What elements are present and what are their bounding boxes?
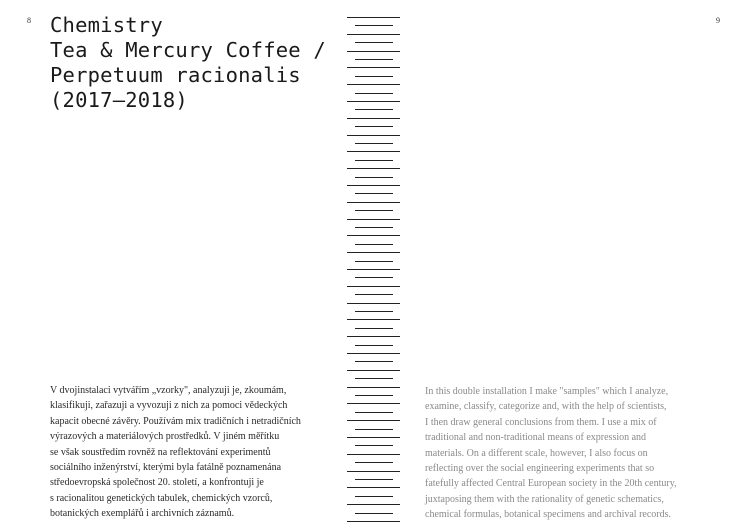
decorative-line bbox=[347, 353, 400, 354]
decorative-line bbox=[355, 412, 393, 413]
decorative-line bbox=[355, 361, 393, 362]
english-line: fatefully affected Central European society in the 20th century, bbox=[425, 478, 677, 490]
decorative-line bbox=[355, 395, 393, 396]
czech-line: kapacit obecné závěry. Používám mix tradičních i netradičních bbox=[50, 415, 301, 427]
decorative-line bbox=[347, 387, 400, 388]
english-line: chemical formulas, botanical specimens and archival records. bbox=[425, 509, 672, 521]
decorative-line-stack bbox=[347, 0, 401, 531]
decorative-line bbox=[347, 370, 400, 371]
decorative-line bbox=[347, 101, 400, 102]
decorative-line bbox=[347, 454, 400, 455]
english-line: I then draw general conclusions from them. I use a mix of bbox=[425, 416, 657, 428]
decorative-line bbox=[355, 143, 393, 144]
decorative-line bbox=[355, 109, 393, 110]
decorative-line bbox=[355, 244, 393, 245]
decorative-line bbox=[355, 462, 393, 463]
decorative-line bbox=[347, 17, 400, 18]
czech-line: botanických exemplářů i archivních záznamů. bbox=[50, 508, 235, 520]
decorative-line bbox=[347, 151, 400, 152]
decorative-line bbox=[347, 235, 400, 236]
decorative-line bbox=[347, 471, 400, 472]
decorative-line bbox=[347, 521, 400, 522]
english-line: examine, classify, categorize and, with the help of scientists, bbox=[425, 401, 667, 413]
decorative-line bbox=[355, 311, 393, 312]
title-line-4: (2017–2018) bbox=[50, 88, 188, 112]
czech-paragraph bbox=[50, 383, 301, 522]
decorative-line bbox=[347, 403, 400, 404]
decorative-line bbox=[355, 25, 393, 26]
czech-line: se však soustředím rovněž na reflektování experimentů bbox=[50, 446, 271, 458]
decorative-line bbox=[355, 294, 393, 295]
decorative-line bbox=[347, 504, 400, 505]
english-line: materials. On a different scale, however, I also focus on bbox=[425, 447, 648, 459]
title-line-1: Chemistry bbox=[50, 13, 163, 37]
decorative-line bbox=[355, 93, 393, 94]
czech-line: středoevropská společnost 20. století, a konfrontuji je bbox=[50, 477, 264, 489]
decorative-line bbox=[347, 487, 400, 488]
english-line: reflecting over the social engineering experiments that so bbox=[425, 463, 655, 475]
decorative-line bbox=[355, 445, 393, 446]
decorative-line bbox=[347, 286, 400, 287]
decorative-line bbox=[347, 84, 400, 85]
title-line-3: Perpetuum racionalis bbox=[50, 63, 301, 87]
decorative-line bbox=[355, 126, 393, 127]
decorative-line bbox=[355, 479, 393, 480]
english-line: traditional and non-traditional means of expression and bbox=[425, 432, 647, 444]
decorative-line bbox=[355, 496, 393, 497]
decorative-line bbox=[347, 420, 400, 421]
czech-line: klasifikuji, zařazuji a vyvozuji z nich za pomoci vědeckých bbox=[50, 400, 288, 412]
page-title bbox=[50, 13, 350, 113]
decorative-line bbox=[355, 227, 393, 228]
decorative-line bbox=[355, 378, 393, 379]
czech-line: sociálního inženýrství, kterými byla fatálně poznamenána bbox=[50, 462, 282, 474]
english-line: juxtaposing them with the rationality of genetic schematics, bbox=[425, 493, 664, 505]
decorative-line bbox=[355, 59, 393, 60]
decorative-line bbox=[347, 303, 400, 304]
decorative-line bbox=[347, 219, 400, 220]
decorative-line bbox=[355, 513, 393, 514]
english-paragraph bbox=[425, 384, 677, 523]
decorative-line bbox=[347, 34, 400, 35]
decorative-line bbox=[355, 328, 393, 329]
title-line-2: Tea & Mercury Coffee / bbox=[50, 38, 326, 62]
decorative-line bbox=[347, 319, 400, 320]
czech-line: V dvojinstalaci vytvářím „vzorky", analyzuji je, zkoumám, bbox=[50, 385, 287, 396]
decorative-line bbox=[347, 437, 400, 438]
decorative-line bbox=[355, 193, 393, 194]
decorative-line bbox=[355, 210, 393, 211]
decorative-line bbox=[347, 118, 400, 119]
page-number-left: 8 bbox=[27, 16, 31, 25]
decorative-line bbox=[347, 252, 400, 253]
decorative-line bbox=[347, 269, 400, 270]
decorative-line bbox=[355, 261, 393, 262]
decorative-line bbox=[355, 177, 393, 178]
czech-line: výrazových a materiálových prostředků. V jiném měřítku bbox=[50, 431, 280, 443]
decorative-line bbox=[347, 51, 400, 52]
decorative-line bbox=[347, 168, 400, 169]
decorative-line bbox=[347, 135, 400, 136]
decorative-line bbox=[355, 160, 393, 161]
decorative-line bbox=[355, 42, 393, 43]
decorative-line bbox=[355, 277, 393, 278]
decorative-line bbox=[355, 76, 393, 77]
decorative-line bbox=[347, 202, 400, 203]
decorative-line bbox=[355, 429, 393, 430]
czech-line: s racionalitou genetických tabulek, chemických vzorců, bbox=[50, 492, 273, 504]
decorative-line bbox=[347, 67, 400, 68]
decorative-line bbox=[347, 185, 400, 186]
english-line: In this double installation I make "samples" which I analyze, bbox=[425, 386, 669, 397]
decorative-line bbox=[347, 336, 400, 337]
page-number-right: 9 bbox=[716, 16, 720, 25]
decorative-line bbox=[355, 345, 393, 346]
